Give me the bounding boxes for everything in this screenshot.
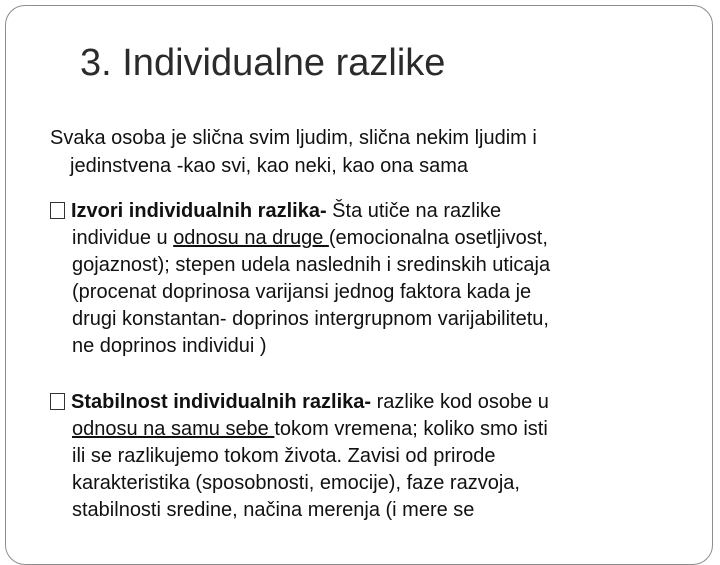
bullet-2-line-3: ili se razlikujemo tokom života. Zavisi od prirode bbox=[72, 445, 496, 467]
bullet-1-line-4: (procenat doprinosa varijansi jednog faktora kada je bbox=[72, 281, 532, 303]
bullet-2-line-4: karakteristika (sposobnosti, emocije), faze razvoja, bbox=[72, 472, 520, 494]
bullet-1-line-6: ne doprinos individui ) bbox=[72, 335, 267, 357]
bullet-izvori bbox=[50, 198, 680, 360]
bullet-1-line-2 bbox=[50, 225, 680, 252]
bullet-2-text: razlike kod osobe u bbox=[371, 391, 549, 413]
bullet-box-icon bbox=[50, 393, 65, 410]
intro-line-1: Svaka osoba je slična svim ljudim, slična nekim ljudim i bbox=[50, 127, 537, 149]
intro-paragraph bbox=[50, 124, 670, 180]
bullet-2-line-2 bbox=[50, 416, 680, 443]
bullet-1-text: individue u bbox=[72, 227, 174, 249]
bullet-2-underlined: odnosu na samu sebe bbox=[72, 418, 275, 440]
bullet-1-heading: Izvori individualnih razlika- bbox=[71, 200, 327, 222]
bullet-1-text: Šta utiče na razlike bbox=[326, 200, 502, 222]
intro-line-2: jedinstvena -kao svi, kao neki, kao ona sama bbox=[70, 155, 468, 177]
bullet-2-text: tokom vremena; koliko smo isti bbox=[274, 418, 548, 440]
bullet-2-line-1 bbox=[50, 389, 680, 416]
bullet-box-icon bbox=[50, 202, 65, 219]
bullet-1-line-1 bbox=[50, 198, 680, 225]
bullet-stabilnost bbox=[50, 389, 680, 524]
bullet-2-heading: Stabilnost individualnih razlika- bbox=[71, 391, 372, 413]
bullet-2-line-5: stabilnosti sredine, načina merenja (i mere se bbox=[72, 499, 475, 521]
slide-title: 3. Individualne razlike bbox=[80, 42, 446, 84]
bullet-1-line-5: drugi konstantan- doprinos intergrupnom varijabilitetu, bbox=[72, 308, 549, 330]
bullet-1-underlined: odnosu na druge bbox=[173, 227, 329, 249]
bullet-1-text: (emocionalna osetljivost, bbox=[328, 227, 548, 249]
bullet-1-line-3: gojaznost); stepen udela naslednih i sredinskih uticaja bbox=[72, 254, 551, 276]
